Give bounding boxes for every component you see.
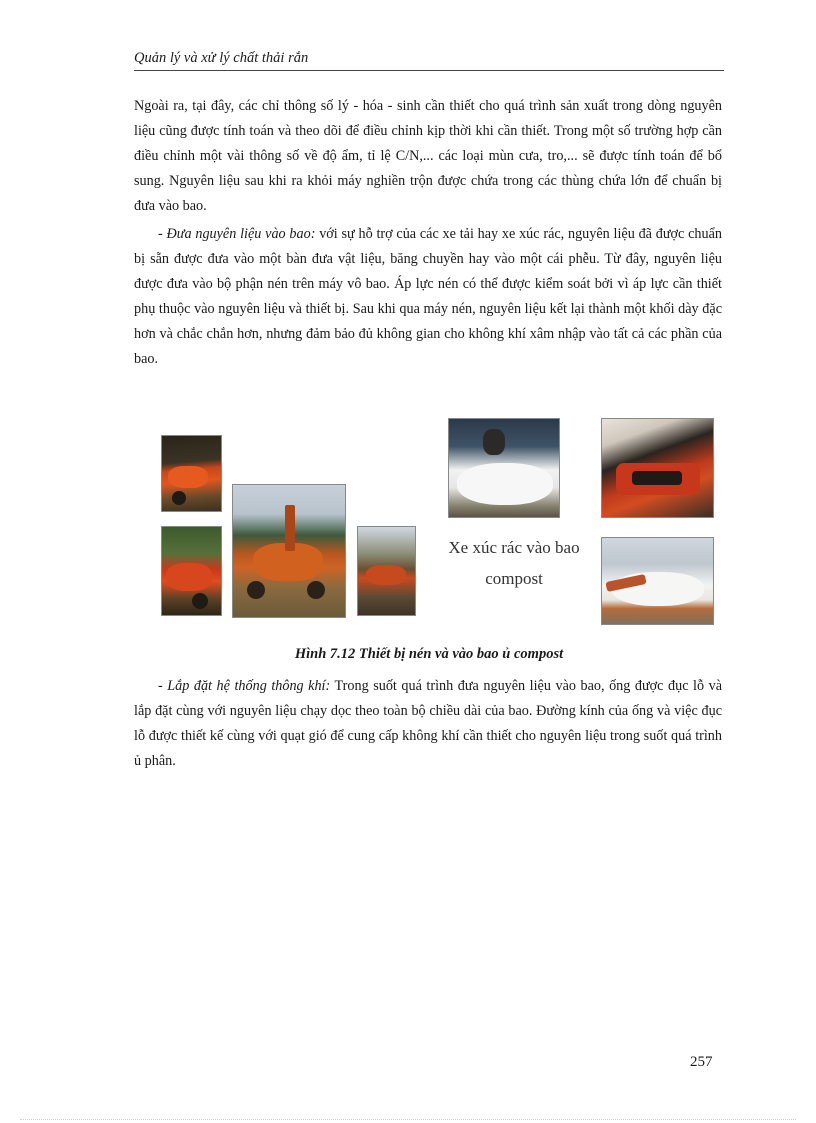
photo-orange-machine-bottom-left: [161, 526, 222, 616]
photo-machine-small: [357, 526, 416, 616]
photo-orange-machine-top-left: [161, 435, 222, 512]
figure-caption: Hình 7.12 Thiết bị nén và vào bao ủ compost: [294, 646, 564, 662]
photo-caption-line1: Xe xúc rác vào bao: [448, 538, 580, 557]
photo-bag-filling-chute: [601, 537, 714, 625]
photo-bagging-equipment-red: [601, 418, 714, 518]
footer-divider: [20, 1119, 796, 1120]
photo-caption: [430, 532, 598, 594]
photo-caption-line2: compost: [485, 569, 543, 588]
bagging-lead: - Đưa nguyên liệu vào bao:: [158, 226, 316, 242]
paragraph-aeration: [134, 674, 722, 774]
paragraph-bagging: [134, 222, 722, 372]
aeration-body: Trong suốt quá trình đưa nguyên liệu vào bao, ống được đục lỗ và lắp đặt cùng với nguyên liệu chạy dọc theo toàn bộ chiều dài của bao. Đường kính của ống và việc đục lỗ được thiết kế cùng với quạt gió để cung cấp không khí cần thiết cho nguyên liệu trong suốt quá trình ủ phân.: [134, 678, 722, 769]
photo-white-compost-bag: [448, 418, 560, 518]
running-header: Quản lý và xử lý chất thải rắn: [134, 50, 724, 71]
paragraph-raw-material-monitoring: Ngoài ra, tại đây, các chỉ thông số lý - hóa - sinh cần thiết cho quá trình sản xuất trong dòng nguyên liệu cũng được tính toán và theo dõi để điều chỉnh kịp thời khi cần thiết. Trong một số trường hợp cần điều chỉnh một vài thông số về độ ẩm, tỉ lệ C/N,... các loại mùn cưa, tro,... sẽ được tính toán để bổ sung. Nguyên liệu sau khi ra khỏi máy nghiền trộn được chứa trong các thùng chứa lớn để chuẩn bị đưa vào bao.: [134, 98, 722, 214]
aeration-lead: - Lắp đặt hệ thống thông khí:: [158, 678, 331, 694]
bagging-body: với sự hỗ trợ của các xe tải hay xe xúc rác, nguyên liệu đã được chuẩn bị sẵn được đưa vào một bàn đưa vật liệu, băng chuyền hay vào một cái phễu. Từ đây, nguyên liệu được đưa vào bộ phận nén trên máy vô bao. Áp lực nén có thể được kiểm soát bởi vì áp lực cần thiết phụ thuộc vào nguyên liệu và thiết bị. Sau khi qua máy nén, nguyên liệu kết lại thành một khối dày đặc hơn và chắc chắn hơn, nhưng đảm bảo đủ không gian cho không khí xâm nhập vào tất cả các phần của bao.: [134, 226, 722, 367]
photo-bagging-machine-center: [232, 484, 346, 618]
page-number: 257: [690, 1054, 713, 1070]
